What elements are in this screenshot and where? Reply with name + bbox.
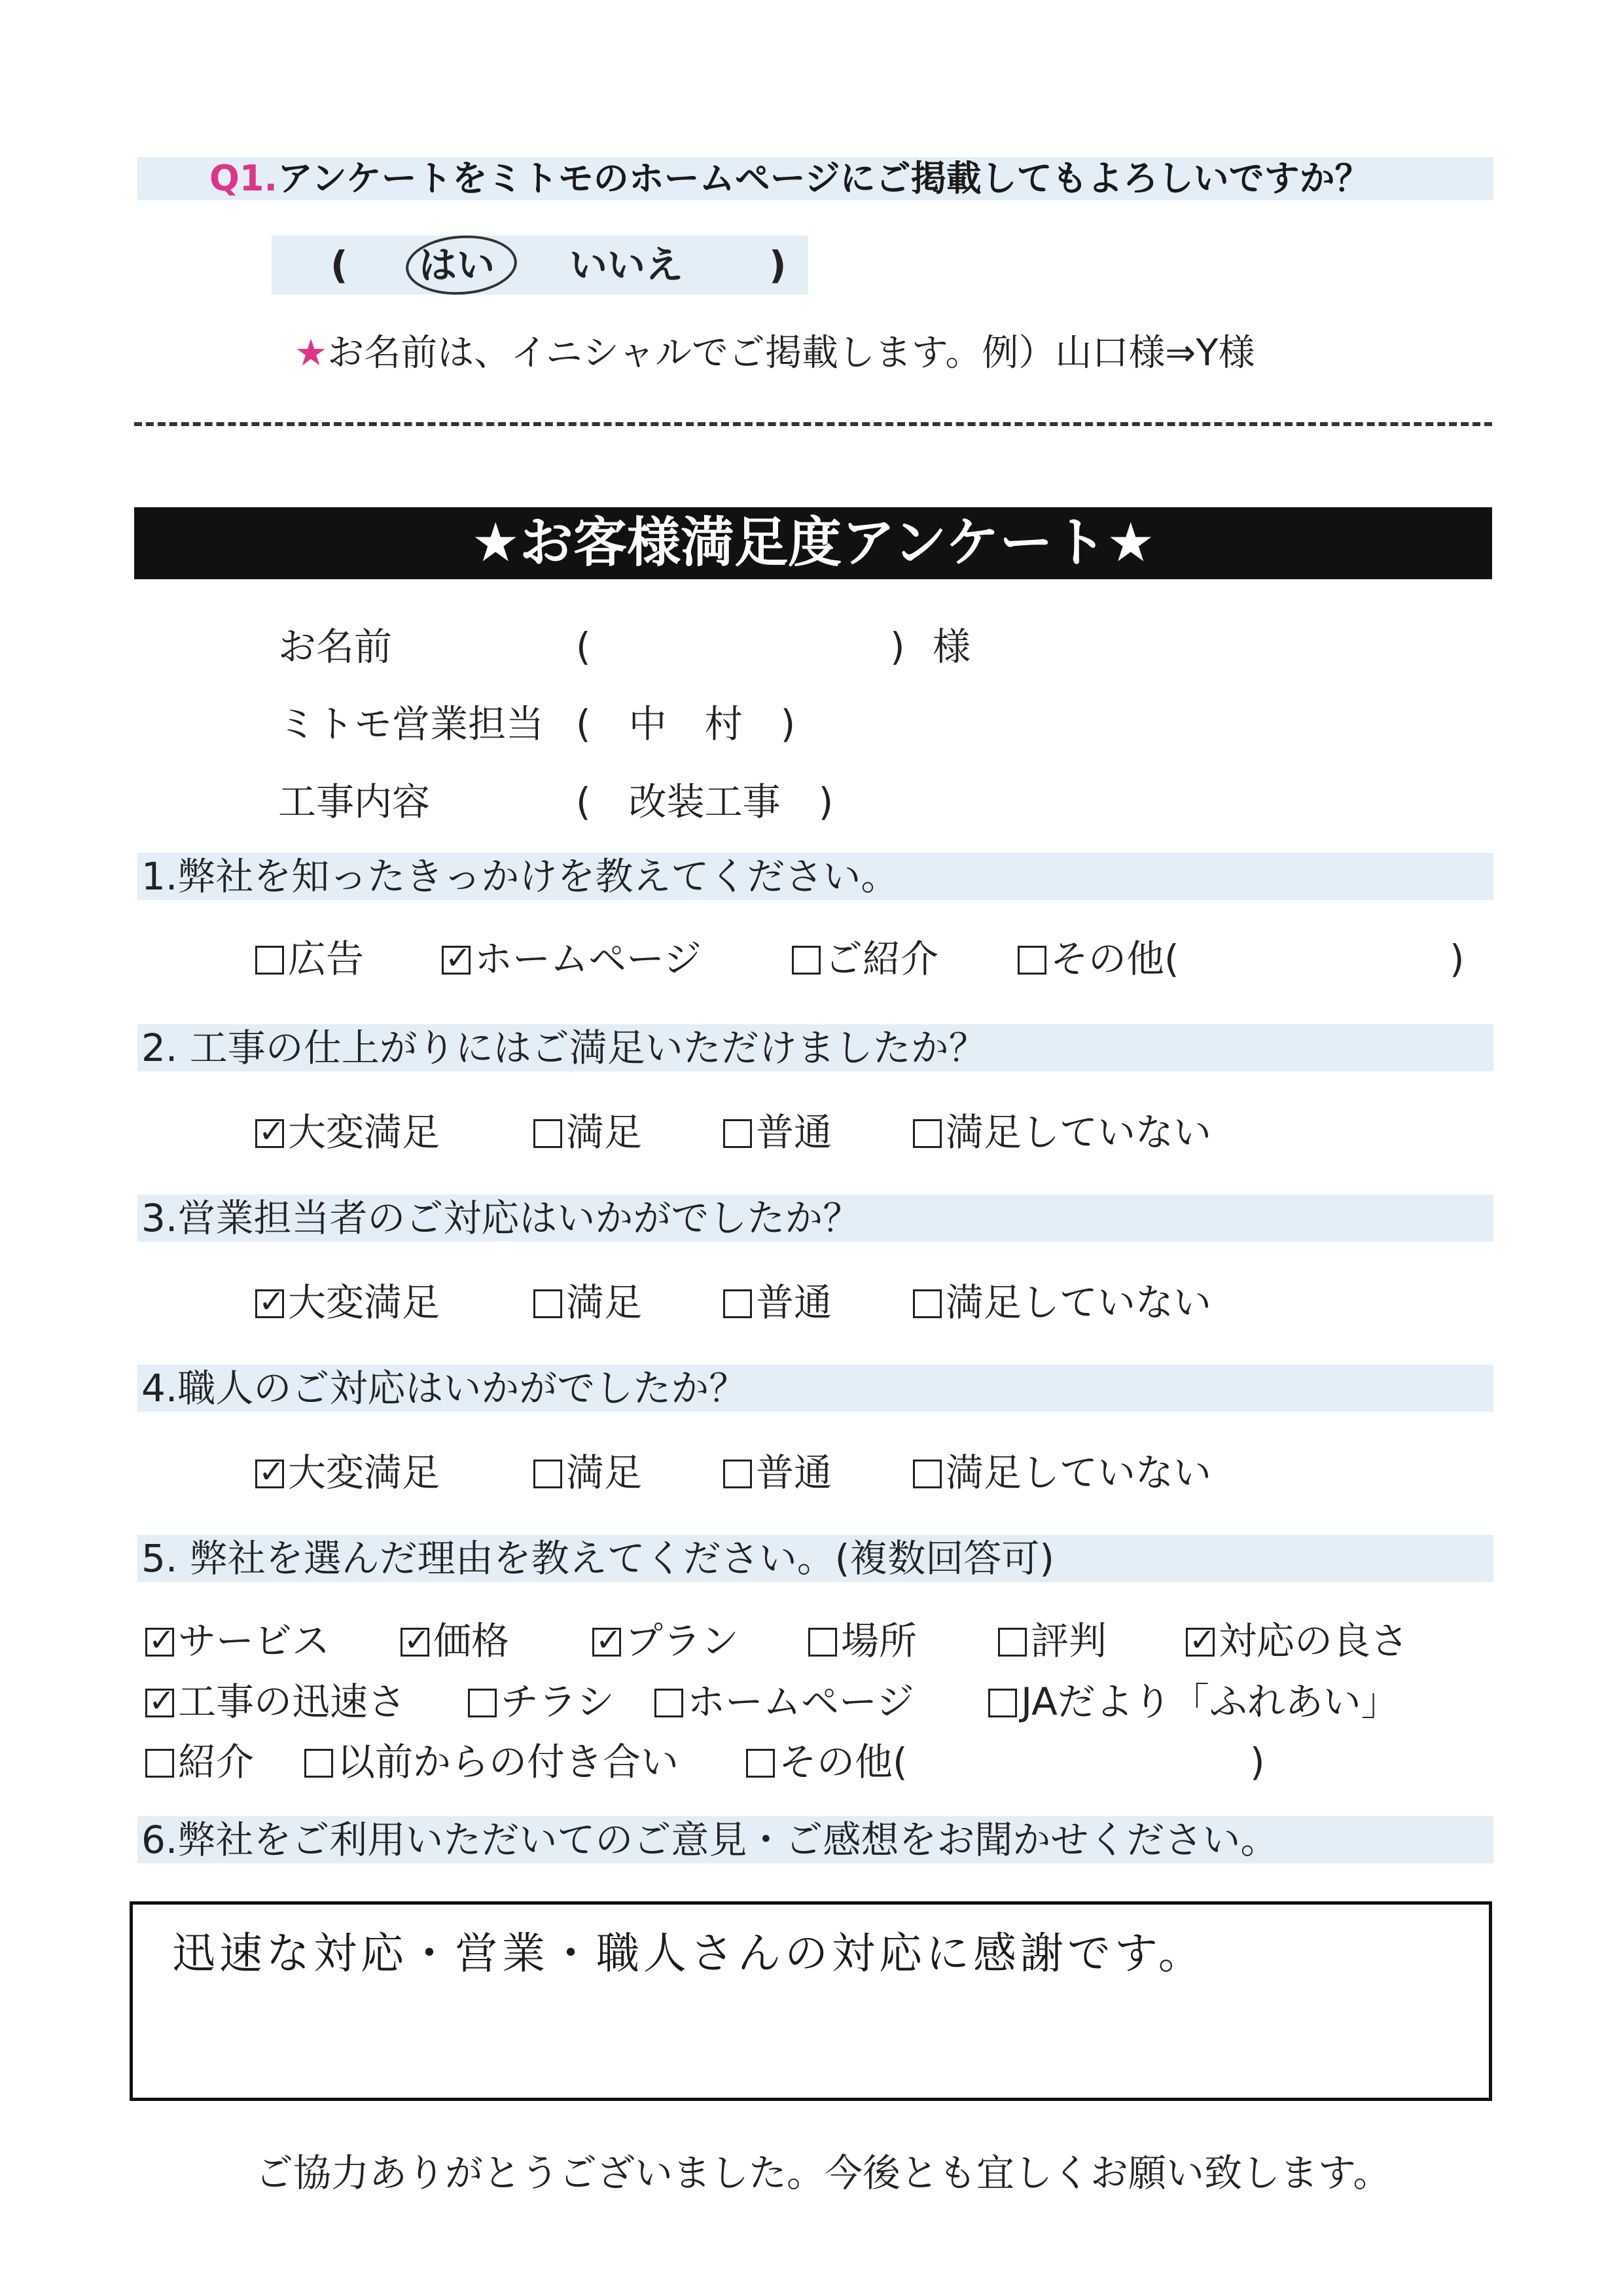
option-label: 満足 (566, 1110, 643, 1155)
s5-option-flyer[interactable] (468, 1676, 615, 1728)
option-label: 普通 (756, 1450, 832, 1495)
option-label: その他( (1050, 937, 1179, 981)
checkbox-checked[interactable] (401, 1628, 429, 1657)
name-label: お名前 (278, 624, 393, 669)
handwritten-comment: 迅速な対応・営業・職人さんの対応に感謝です。 (172, 1928, 1205, 1979)
checkbox[interactable] (913, 1289, 942, 1318)
option-label: JAだより「ふれあい」 (1021, 1679, 1399, 1724)
checkbox[interactable] (988, 1689, 1017, 1717)
checkbox-checked[interactable] (255, 1119, 284, 1148)
checkbox[interactable] (723, 1460, 752, 1488)
section-1-title: 1.弊社を知ったきっかけを教えてください。 (141, 854, 899, 899)
name-open-paren: ( (576, 624, 591, 669)
q1-question: アンケートをミトモのホームページにご掲載してもよろしいですか？ (277, 158, 1370, 199)
s2-option-very-satisfied[interactable] (255, 1106, 440, 1158)
section-2-header (137, 1024, 1493, 1071)
checkbox[interactable] (468, 1689, 497, 1717)
s5-option-location[interactable] (808, 1615, 917, 1667)
s3-option-very-satisfied[interactable] (255, 1276, 440, 1329)
option-label: その他( (779, 1740, 908, 1784)
option-label: 場所 (841, 1619, 918, 1663)
section-5-header (137, 1535, 1493, 1582)
checkbox[interactable] (913, 1119, 942, 1148)
checkbox[interactable] (533, 1289, 562, 1318)
s5-option-reputation[interactable] (998, 1615, 1107, 1667)
s5-option-service[interactable] (145, 1615, 330, 1667)
sales-rep-value: ( 中 村 ) (576, 702, 796, 746)
sales-rep-label: ミトモ営業担当 (278, 702, 544, 746)
q1-option-homepage[interactable] (442, 933, 702, 985)
checkbox[interactable] (533, 1119, 562, 1148)
thank-you-message: ご協力ありがとうございました。今後とも宜しくお願い致します。 (255, 2151, 1391, 2195)
checkbox-checked[interactable] (255, 1289, 284, 1318)
option-label: 普通 (756, 1280, 832, 1325)
option-label: 満足 (566, 1280, 643, 1325)
checkbox[interactable] (792, 946, 821, 975)
checkbox[interactable] (746, 1749, 775, 1778)
option-label: 以前からの付き合い (337, 1740, 679, 1784)
option-label: ホームページ (474, 937, 702, 981)
option-label: 評判 (1031, 1619, 1107, 1663)
s5-other-close: ) (1250, 1740, 1265, 1784)
s4-option-satisfied[interactable] (533, 1446, 642, 1499)
section-3-title: 3.営業担当者のご対応はいかがでしたか？ (141, 1196, 861, 1240)
s5-option-homepage[interactable] (654, 1676, 914, 1728)
checkbox[interactable] (145, 1749, 174, 1778)
section-4-header (137, 1365, 1493, 1412)
option-label: 工事の迅速さ (178, 1679, 406, 1724)
option-label: 広告 (288, 937, 365, 981)
section-2-title: 2. 工事の仕上がりにはご満足いただけましたか？ (141, 1026, 987, 1070)
section-4-title: 4.職人のご対応はいかがでしたか？ (141, 1366, 747, 1410)
cut-line-divider (134, 422, 1492, 426)
s4-option-not-satisfied[interactable] (913, 1446, 1211, 1499)
s2-option-satisfied[interactable] (533, 1106, 642, 1158)
section-3-header (137, 1194, 1493, 1242)
s5-option-other[interactable] (746, 1736, 908, 1788)
option-label: 満足していない (946, 1110, 1212, 1155)
pink-star-icon: ★ (294, 332, 328, 374)
section-1-header (137, 853, 1493, 900)
s5-option-plan[interactable] (592, 1615, 739, 1667)
checkbox-checked[interactable] (1186, 1628, 1215, 1657)
initials-note-text: お名前は、イニシャルでご掲載します。例）山口様⇒Y様 (327, 332, 1255, 374)
option-label: プラン (625, 1619, 740, 1663)
s5-option-existing-relationship[interactable] (304, 1736, 679, 1788)
s5-option-referral[interactable] (145, 1736, 254, 1788)
s2-option-not-satisfied[interactable] (913, 1106, 1211, 1158)
work-content-value: ( 改装工事 ) (576, 780, 834, 824)
checkbox[interactable] (998, 1628, 1027, 1657)
close-paren: ) (769, 243, 787, 287)
checkbox-checked[interactable] (442, 946, 471, 975)
checkbox[interactable] (255, 946, 284, 975)
s4-option-very-satisfied[interactable] (255, 1446, 440, 1499)
checkbox[interactable] (723, 1289, 752, 1318)
s3-option-satisfied[interactable] (533, 1276, 642, 1329)
option-label: 対応の良さ (1219, 1619, 1409, 1663)
checkbox[interactable] (913, 1460, 942, 1488)
name-suffix: 様 (933, 624, 971, 669)
option-label: チラシ (501, 1679, 615, 1724)
s3-option-not-satisfied[interactable] (913, 1276, 1211, 1329)
checkbox[interactable] (723, 1119, 752, 1148)
s5-option-ja-newsletter[interactable] (988, 1676, 1399, 1728)
q1-option-yes[interactable]: はい (419, 243, 495, 287)
option-label: 満足していない (946, 1280, 1212, 1325)
option-label: 満足 (566, 1450, 643, 1495)
q1-option-other[interactable] (1018, 933, 1179, 985)
q1-answer-row (272, 236, 808, 295)
s2-option-normal[interactable] (723, 1106, 832, 1158)
option-label: サービス (178, 1619, 330, 1663)
initials-note (294, 327, 1255, 380)
checkbox-checked[interactable] (145, 1689, 174, 1717)
checkbox[interactable] (808, 1628, 837, 1657)
open-paren: ( (330, 243, 348, 287)
section-6-title: 6.弊社をご利用いただいてのご意見・ご感想をお聞かせください。 (141, 1818, 1279, 1862)
q1-band (137, 157, 1493, 200)
checkbox-checked[interactable] (592, 1628, 621, 1657)
s4-option-normal[interactable] (723, 1446, 832, 1499)
option-label: 価格 (433, 1619, 510, 1663)
survey-title: ★お客様満足度アンケート★ (134, 507, 1492, 579)
checkbox[interactable] (1018, 946, 1046, 975)
checkbox[interactable] (654, 1689, 683, 1717)
option-label: 満足していない (946, 1450, 1212, 1495)
option-label: 大変満足 (288, 1110, 440, 1155)
option-label: 普通 (756, 1110, 832, 1155)
work-content-label: 工事内容 (278, 780, 431, 824)
name-close-paren: ) (890, 624, 905, 669)
s3-option-normal[interactable] (723, 1276, 832, 1329)
checkbox[interactable] (304, 1749, 333, 1778)
q1-other-close: ) (1450, 937, 1465, 981)
checkbox-checked[interactable] (145, 1628, 174, 1657)
checkbox-checked[interactable] (255, 1460, 284, 1488)
s5-option-speed[interactable] (145, 1676, 406, 1728)
option-label: 紹介 (178, 1740, 255, 1784)
s5-option-good-response[interactable] (1186, 1615, 1408, 1667)
s5-option-price[interactable] (401, 1615, 509, 1667)
section-6-header (137, 1816, 1493, 1863)
option-label: 大変満足 (288, 1280, 440, 1325)
q1-number: Q1. (209, 158, 277, 199)
q1-option-no[interactable]: いいえ (569, 243, 684, 287)
q1-option-ad[interactable] (255, 933, 364, 985)
option-label: ご紹介 (825, 937, 939, 981)
section-5-title: 5. 弊社を選んだ理由を教えてください。(複数回答可) (141, 1536, 1055, 1581)
checkbox[interactable] (533, 1460, 562, 1488)
q1-option-referral[interactable] (792, 933, 938, 985)
option-label: ホームページ (687, 1679, 914, 1724)
option-label: 大変満足 (288, 1450, 440, 1495)
comment-box[interactable] (130, 1901, 1492, 2101)
